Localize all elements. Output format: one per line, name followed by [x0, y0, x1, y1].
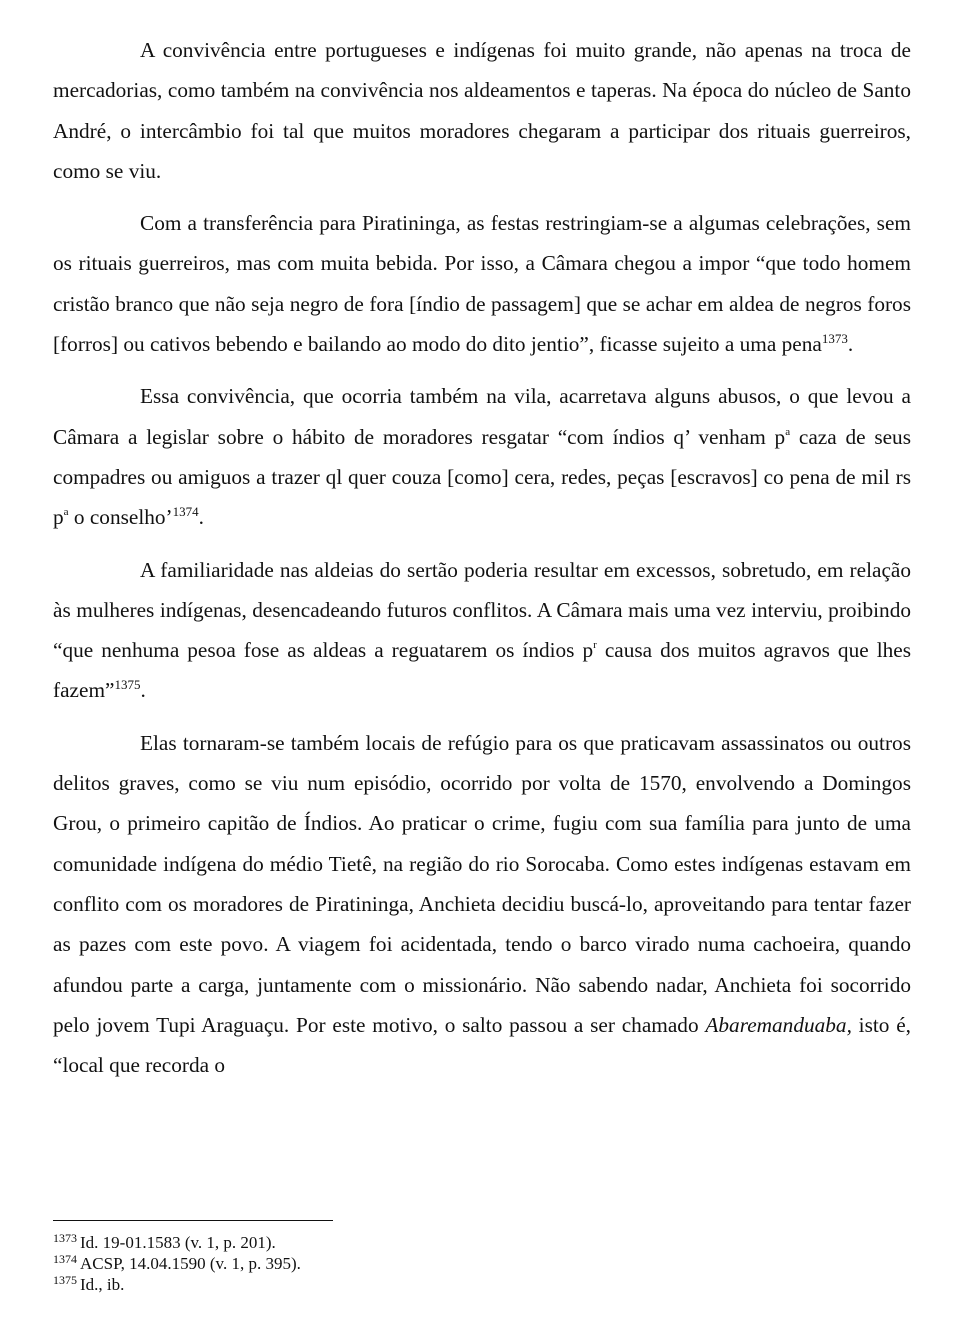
- paragraph-3-part3: o conselho’: [68, 505, 173, 530]
- paragraph-1-text: A convivência entre portugueses e indígenas foi muito grande, não apenas na troca de mercadorias, como também na convivência nos aldeamentos e taperas. Na época do núcleo de Santo André, o intercâmbio foi tal que muitos moradores chegaram a participar dos rituais guerreiros, como se viu.: [53, 38, 911, 183]
- footnote-separator: [53, 1220, 333, 1221]
- footnote-ref-1374[interactable]: 1374: [172, 504, 199, 520]
- paragraph-1: [53, 30, 911, 191]
- footnote-ref-1373[interactable]: 1373: [821, 331, 848, 347]
- paragraph-4: [53, 550, 911, 711]
- paragraph-2: [53, 203, 911, 364]
- paragraph-5-part2: isto é, “local que recorda o: [53, 1012, 911, 1078]
- paragraph-2-text: Com a transferência para Piratininga, as festas restringiam-se a algumas celebrações, sem os rituais guerreiros, mas com muita bebida. Por isso, a Câmara chegou a impor “que todo homem cristão branco que não seja negro de fora [índio de passagem] que se achar em aldea de negros foros [forros] ou cativos bebendo e bailando ao modo do dito jentio”, ficasse sujeito a uma pena: [53, 211, 911, 357]
- footnote-1373: [53, 1232, 911, 1253]
- paragraph-5: [53, 723, 911, 1086]
- paragraph-4-part2: causa dos muitos agravos que lhes fazem”: [53, 638, 911, 703]
- footnote-text: Id., ib.: [80, 1275, 125, 1294]
- footnote-number: 1373: [53, 1231, 77, 1245]
- footnote-1374: [53, 1253, 911, 1274]
- paragraph-3: [53, 376, 911, 537]
- paragraph-4-end: .: [140, 678, 146, 703]
- footnote-number: 1375: [53, 1273, 77, 1287]
- footnote-1375: [53, 1274, 911, 1295]
- footnotes: [53, 1232, 911, 1295]
- footnote-text: Id. 19-01.1583 (v. 1, p. 201).: [80, 1233, 276, 1252]
- paragraph-5-part1: Elas tornaram-se também locais de refúgio para os que praticavam assassinatos ou outros delitos graves, como se viu num episódio, ocorrido por volta de 1570, envolvendo a Domingos Grou, o primeiro capitão de Índios. Ao praticar o crime, fugiu com sua família para junto de uma comunidade indígena do médio Tietê, na região do rio Sorocaba. Como estes indígenas estavam em conflito com os moradores de Piratininga, Anchieta decidiu buscá-lo, aproveitando para tentar fazer as pazes com este povo. A viagem foi acidentada, tendo o barco virado numa cachoeira, quando afundou parte a carga, juntamente com o missionário. Não sabendo nadar, Anchieta foi socorrido pelo jovem Tupi Araguaçu. Por este motivo, o salto passou a ser chamado: [53, 730, 911, 1037]
- paragraph-4-part1: A familiaridade nas aldeias do sertão poderia resultar em excessos, sobretudo, em relação às mulheres indígenas, desencadeando futuros conflitos. A Câmara mais uma vez interviu, proibindo “que nenhuma pesoa fose as aldeas a reguatarem os índios p: [53, 557, 911, 663]
- footnote-number: 1374: [53, 1252, 77, 1266]
- paragraph-3-end: .: [198, 505, 204, 530]
- footnote-text: ACSP, 14.04.1590 (v. 1, p. 395).: [80, 1254, 301, 1273]
- paragraph-2-end: .: [847, 332, 854, 357]
- superscript-abbrev: a: [785, 425, 791, 438]
- paragraph-3-part1: Essa convivência, que ocorria também na vila, acarretava alguns abusos, o que levou a Câmara a legislar sobre o hábito de moradores resgatar “com índios q’ venham p: [53, 384, 911, 449]
- superscript-abbrev: r: [593, 639, 597, 652]
- body-text: [53, 30, 911, 1097]
- italic-term: Abaremanduaba,: [705, 1012, 852, 1037]
- footnote-ref-1375[interactable]: 1375: [114, 677, 141, 693]
- paragraph-3-part2: caza de seus compadres ou amiguos a trazer ql quer couza [como] cera, redes, peças [escravos] co pena de mil rs p: [53, 424, 911, 530]
- superscript-abbrev: a: [63, 506, 69, 519]
